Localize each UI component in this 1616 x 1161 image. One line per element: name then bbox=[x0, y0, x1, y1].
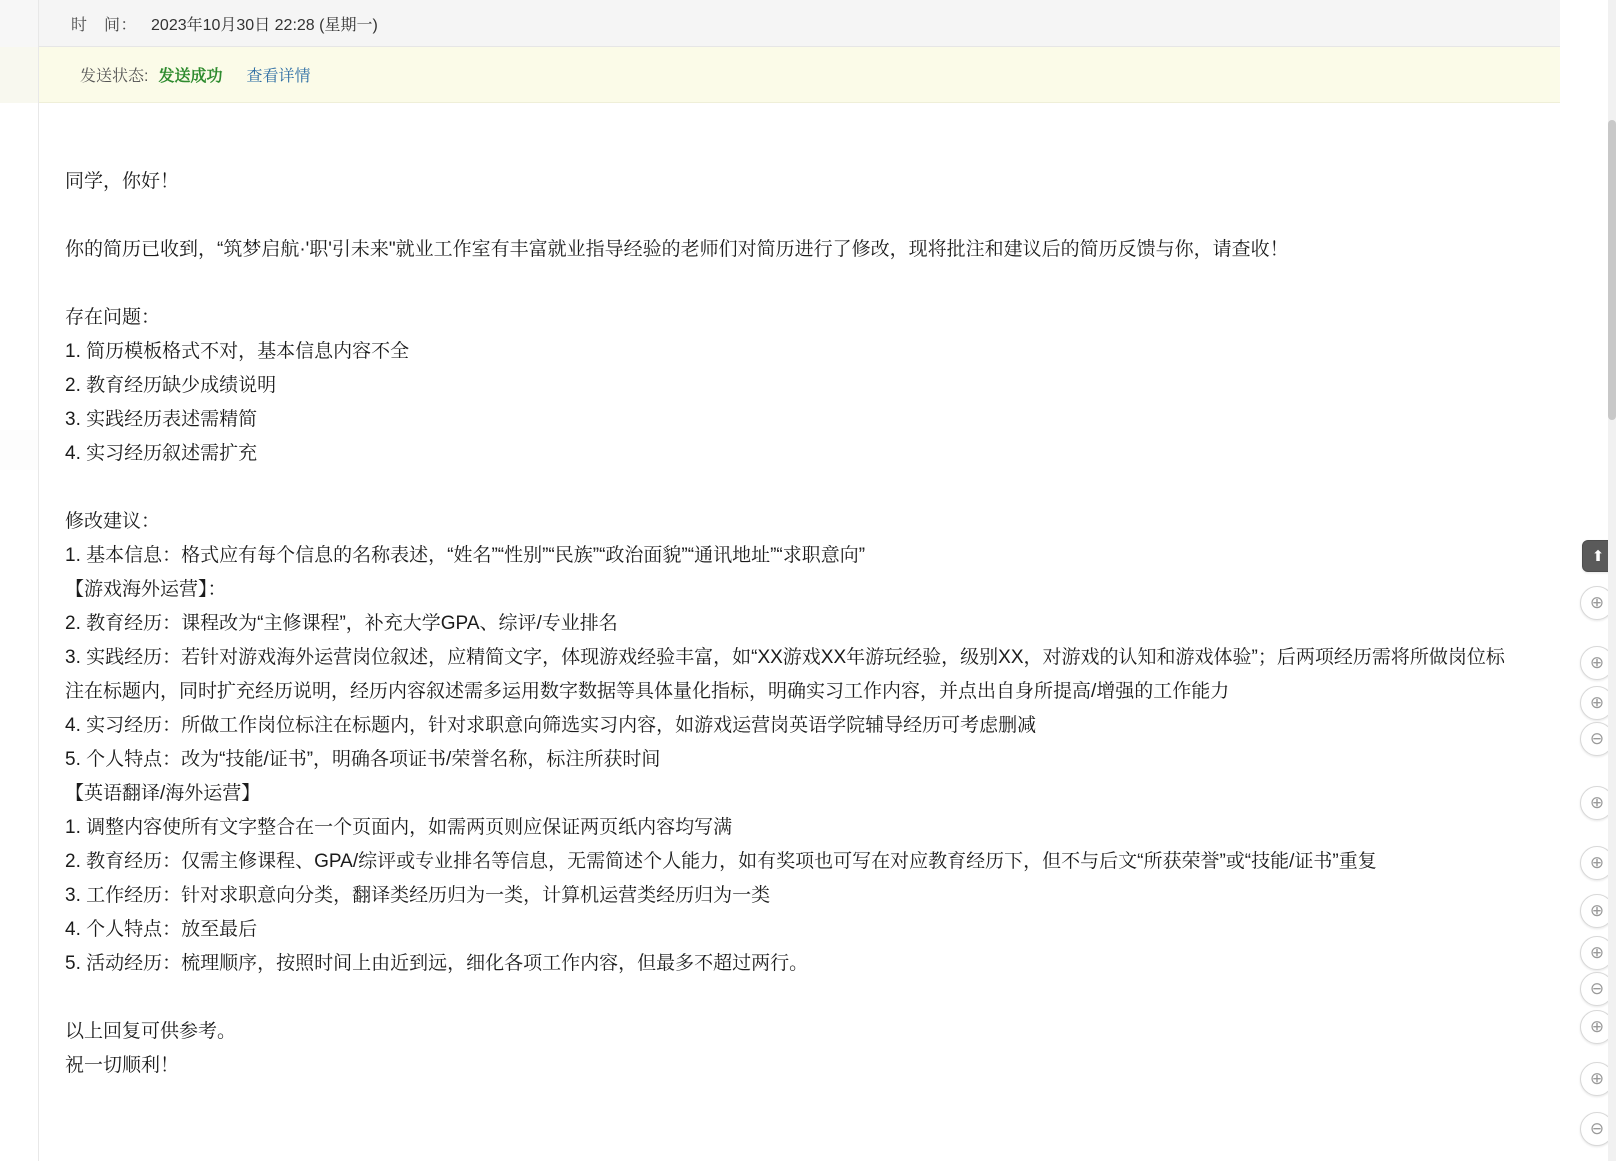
plus-circle-icon: ⊕ bbox=[1589, 853, 1605, 872]
left-gutter bbox=[0, 0, 39, 1161]
mail-line: 1. 基本信息：格式应有每个信息的名称表述，“姓名”“性别”“民族”“政治面貌”“通讯地址”“求职意向” bbox=[65, 545, 866, 566]
plus-circle-icon: ⊕ bbox=[1589, 593, 1605, 612]
mail-line: 1. 调整内容使所有文字整合在一个页面内，如需两页则应保证两页纸内容均写满 bbox=[65, 817, 733, 838]
mail-line: 3. 实践经历表述需精简 bbox=[65, 409, 258, 430]
plus-circle-icon: ⊕ bbox=[1589, 793, 1605, 812]
mail-line: 3. 工作经历：针对求职意向分类，翻译类经历归为一类，计算机运营类经历归为一类 bbox=[65, 885, 771, 906]
vertical-scrollbar[interactable] bbox=[1608, 0, 1616, 1161]
mail-line: 4. 个人特点：放至最后 bbox=[65, 919, 258, 940]
mail-line-blank bbox=[65, 199, 1520, 233]
mail-line: 2. 教育经历：课程改为“主修课程”，补充大学GPA、综评/专业排名 bbox=[65, 613, 618, 634]
mail-time-row bbox=[39, 0, 1560, 47]
mail-body-text bbox=[39, 103, 1560, 1083]
mail-line: 5. 个人特点：改为“技能/证书”，明确各项证书/荣誉名称，标注所获时间 bbox=[65, 749, 661, 770]
mail-line: 祝一切顺利！ bbox=[65, 1055, 180, 1076]
plus-circle-icon: ⊕ bbox=[1589, 693, 1605, 712]
plus-circle-icon: ⊕ bbox=[1589, 901, 1605, 920]
mail-line: 同学，你好！ bbox=[65, 171, 180, 192]
mail-line: 3. 实践经历：若针对游戏海外运营岗位叙述，应精简文字，体现游戏经验丰富，如“XX游戏XX年游玩经验，级别XX，对游戏的认知和游戏体验”；后两项经历需将所做岗位标注在标题内，同时扩充经历说明，经历内容叙述需多运用数字数据等具体量化指标，明确实习工作内容，并点出自身所提高/增强的工作能力 bbox=[65, 647, 1505, 702]
arrow-up-icon: ⬆ bbox=[1591, 548, 1605, 565]
minus-circle-icon: ⊖ bbox=[1589, 1119, 1605, 1138]
send-status-label: 发送状态: bbox=[80, 68, 149, 85]
plus-circle-icon: ⊕ bbox=[1589, 653, 1605, 672]
view-detail-link[interactable]: 查看详情 bbox=[246, 68, 311, 85]
mail-line: 【游戏海外运营】： bbox=[65, 579, 227, 600]
mail-line: 【英语翻译/海外运营】 bbox=[65, 783, 261, 804]
left-gutter-segment-body bbox=[0, 430, 38, 470]
mail-line: 4. 实习经历叙述需扩充 bbox=[65, 443, 258, 464]
mail-line: 你的简历已收到，“筑梦启航·'职'引未来"就业工作室有丰富就业指导经验的老师们对简历进行了修改，现将批注和建议后的简历反馈与你，请查收！ bbox=[65, 239, 1289, 260]
minus-circle-icon: ⊖ bbox=[1589, 979, 1605, 998]
send-status-value: 发送成功 bbox=[158, 68, 223, 85]
mail-line: 修改建议： bbox=[65, 511, 161, 532]
plus-circle-icon: ⊕ bbox=[1589, 1017, 1605, 1036]
minus-circle-icon: ⊖ bbox=[1589, 729, 1605, 748]
time-value: 2023年10月30日 22:28 (星期一) bbox=[151, 16, 378, 34]
left-gutter-segment-header bbox=[0, 0, 38, 47]
mail-line: 存在问题： bbox=[65, 307, 161, 328]
time-label: 时 间： bbox=[71, 16, 138, 34]
mail-line-blank bbox=[65, 267, 1520, 301]
mail-line: 2. 教育经历：仅需主修课程、GPA/综评或专业排名等信息，无需简述个人能力，如有奖项也可写在对应教育经历下，但不与后文“所获荣誉”或“技能/证书”重复 bbox=[65, 851, 1377, 872]
mail-line: 2. 教育经历缺少成绩说明 bbox=[65, 375, 277, 396]
plus-circle-icon: ⊕ bbox=[1589, 1069, 1605, 1088]
mail-content bbox=[39, 0, 1560, 1161]
mail-line: 以上回复可供参考。 bbox=[65, 1021, 237, 1042]
plus-circle-icon: ⊕ bbox=[1589, 943, 1605, 962]
send-status-bar bbox=[39, 47, 1560, 103]
mail-line: 4. 实习经历：所做工作岗位标注在标题内，针对求职意向筛选实习内容，如游戏运营岗英语学院辅导经历可考虑删减 bbox=[65, 715, 1037, 736]
mail-line: 1. 简历模板格式不对，基本信息内容不全 bbox=[65, 341, 410, 362]
left-gutter-segment-status bbox=[0, 47, 38, 103]
mail-line-blank bbox=[65, 471, 1520, 505]
mail-line: 5. 活动经历：梳理顺序，按照时间上由近到远，细化各项工作内容，但最多不超过两行。 bbox=[65, 953, 809, 974]
mail-line-blank bbox=[65, 981, 1520, 1015]
scrollbar-thumb[interactable] bbox=[1608, 120, 1616, 420]
